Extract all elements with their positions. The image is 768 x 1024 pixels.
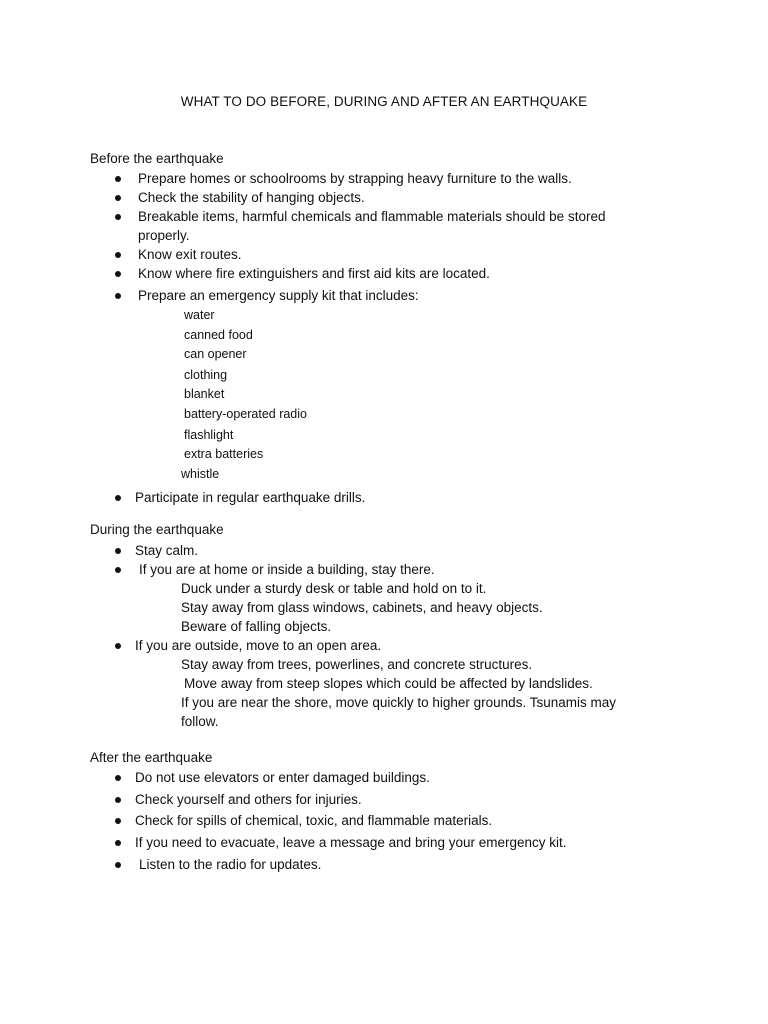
section-heading-before: Before the earthquake (90, 151, 224, 166)
kit-item-radio: battery-operated radio (184, 407, 307, 421)
bullet-icon (115, 176, 121, 182)
bullet-icon (115, 252, 121, 258)
kit-item-batteries: extra batteries (184, 447, 264, 461)
kit-item-whistle: whistle (181, 467, 220, 481)
bullet-icon (115, 862, 121, 868)
bullet-icon (115, 495, 121, 501)
kit-item-blanket: blanket (184, 387, 225, 401)
outside-step: Stay away from trees, powerlines, and concrete structures. (181, 657, 533, 672)
bullet-icon (115, 643, 121, 649)
section-heading-after: After the earthquake (90, 750, 213, 765)
bullet-icon (115, 271, 121, 277)
bullet-icon (115, 548, 121, 554)
outside-step: If you are near the shore, move quickly to higher grounds. Tsunamis may follow. (181, 695, 616, 729)
bullet-icon (115, 840, 121, 846)
bullet-icon (115, 195, 121, 201)
bullet-icon (115, 818, 121, 824)
kit-item-canned-food: canned food (184, 328, 253, 342)
outside-step: Move away from steep slopes which could be affected by landslides. (184, 676, 593, 691)
inside-step: Beware of falling objects. (181, 619, 332, 634)
bullet-icon (115, 567, 121, 573)
kit-item-flashlight: flashlight (184, 428, 234, 442)
bullet-icon (115, 797, 121, 803)
kit-item-clothing: clothing (184, 368, 228, 382)
document-title: WHAT TO DO BEFORE, DURING AND AFTER AN EARTHQUAKE (180, 94, 588, 109)
bullet-icon (115, 293, 121, 299)
bullet-icon (115, 775, 121, 781)
document-page: WHAT TO DO BEFORE, DURING AND AFTER AN EARTHQUAKE Before the earthquake Prepare homes or schoolrooms by strapping heavy furniture to the walls. Check the stability of hanging objects. Breakable items, harmful chemicals and flammable materials should be stored properly. Know exit routes. Know where fire extinguishers and first aid kits are located. Prepare an emergency supply kit that includes: water canned food can opener clothing blanket battery-operated radio flashlight extra batteries whistle Participate in regular earthquake drills. During the earthquake Stay calm. If you are at home or inside a building, stay there. Duck under a sturdy desk or table and hold on to it. Stay away from glass windows, cabinets, and heavy objects. Beware of falling objects. If you are outside, move to an open area. Stay away from trees, powerlines, and concrete structures. Move away from steep slopes which could be affected by landslides. If you are near the shore, move quickly to higher grounds. Tsunamis may follow. After the earthquake Do not use elevators or enter damaged buildings. Check yourself and others for injuries. Check for spills of chemical, toxic, and flammable materials. If you need to evacuate, leave a message and bring your emergency kit. Listen to the radio for updates. (0, 0, 768, 1024)
inside-step: Duck under a sturdy desk or table and hold on to it. (181, 581, 487, 596)
section-heading-during: During the earthquake (90, 522, 224, 537)
bullet-icon (115, 214, 121, 220)
inside-step: Stay away from glass windows, cabinets, and heavy objects. (181, 600, 543, 615)
kit-item-water: water (184, 308, 215, 322)
kit-item-can-opener: can opener (184, 347, 247, 361)
